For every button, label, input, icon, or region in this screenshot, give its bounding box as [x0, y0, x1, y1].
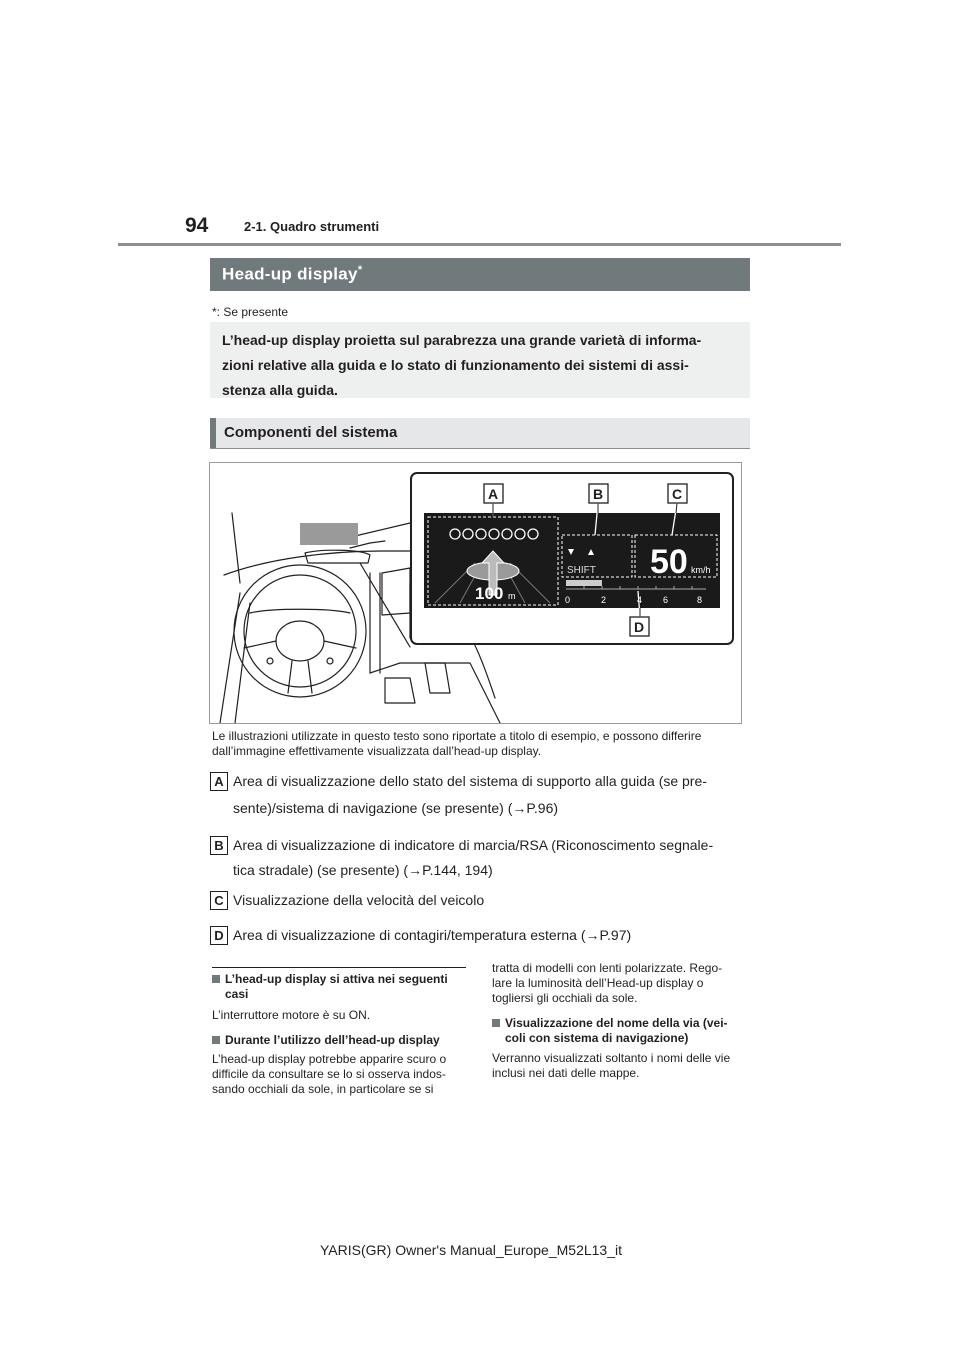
item-text: Area di visualizzazione di indicatore di marcia/RSA (Riconoscimento segnale-: [233, 836, 714, 853]
note-text: Verranno visualizzati soltanto i nomi delle vie inclusi nei dati delle mappe.: [492, 1051, 731, 1080]
tach-scale-label: 8: [697, 595, 703, 605]
tach-bar: [566, 580, 602, 586]
title-asterisk: *: [357, 264, 363, 276]
notes-rule: [212, 967, 466, 968]
hud-illustration: [209, 462, 742, 724]
projected-image: [300, 523, 358, 545]
component-item-d: [210, 917, 750, 953]
speed-value: 50: [650, 543, 688, 581]
component-item-b: [210, 827, 750, 863]
hud-illustration-svg: [210, 463, 741, 723]
label-a: A: [487, 486, 499, 502]
figure-caption: [212, 729, 752, 759]
section-title: 2-1. Quadro strumenti: [244, 219, 380, 234]
item-text: Area di visualizzazione dello stato del sistema di supporto alla guida (se pre-: [233, 772, 707, 789]
item-text-continued: tica stradale) (se presente) (→P.144, 194): [233, 862, 493, 878]
label-d: D: [633, 619, 645, 635]
nav-distance: 100: [475, 584, 504, 603]
nav-distance-unit: m: [508, 591, 516, 601]
note-text: L’interruttore motore è su ON.: [212, 1008, 371, 1022]
caption-line: dall’immagine effettivamente visualizzata dall’head-up display.: [212, 744, 542, 758]
intro-line: zioni relative alla guida e lo stato di funzionamento dei sistemi di assi-: [222, 357, 689, 373]
tach-scale-label: 4: [637, 595, 643, 605]
note-heading: Visualizzazione del nome della via (vei- coli con sistema di navigazione): [492, 1016, 752, 1046]
steering-wheel: [234, 565, 366, 697]
intro-text: [222, 328, 742, 403]
square-bullet-icon: [212, 1036, 220, 1044]
note-text-continued: tratta di modelli con lenti polarizzate. Rego- lare la luminosità dell’Head-up display o togliersi gli occhiali da sole.: [492, 961, 723, 1005]
hud-housing: [305, 550, 370, 563]
label-c: C: [671, 486, 683, 502]
shift-label: SHIFT: [567, 565, 596, 576]
footnote: *: Se presente: [212, 305, 289, 319]
tach-scale-label: 2: [601, 595, 607, 605]
item-badge: A: [210, 772, 228, 791]
label-b: B: [592, 486, 604, 502]
dashboard-line: [220, 593, 250, 723]
page-title: Head-up display*: [222, 264, 363, 284]
intro-line: stenza alla guida.: [222, 382, 338, 398]
intro-box: [210, 322, 750, 398]
heading-accent: [210, 418, 216, 448]
page-number: 94: [185, 214, 209, 237]
item-badge: D: [210, 926, 228, 945]
tach-scale-label: 6: [663, 595, 669, 605]
caption-line: Le illustrazioni utilizzate in questo testo sono riportate a titolo di esempio, e possono differire: [212, 729, 702, 743]
intro-line: L’head-up display proietta sul parabrezza una grande varietà di informa-: [222, 332, 702, 348]
title-bar: [210, 258, 750, 291]
square-bullet-icon: [492, 1019, 500, 1027]
item-text: Area di visualizzazione di contagiri/temperatura esterna (→P.97): [233, 926, 632, 943]
item-text-continued: sente)/sistema di navigazione (se presente) (→P.96): [233, 800, 559, 816]
tach-scale-label: 0: [565, 595, 571, 605]
square-bullet-icon: [212, 975, 220, 983]
component-item-a: [210, 763, 750, 799]
note-text: L’head-up display potrebbe apparire scuro o difficile da consultare se lo si osserva indos- sando occhiali da sole, in particolare se si: [212, 1052, 447, 1096]
header-rule: [118, 243, 841, 246]
components-heading: Componenti del sistema: [224, 424, 398, 441]
page-footer: YARIS(GR) Owner's Manual_Europe_M52L13_it: [320, 1242, 622, 1258]
item-badge: B: [210, 836, 228, 855]
item-text: Visualizzazione della velocità del veicolo: [233, 891, 485, 908]
item-badge: C: [210, 891, 228, 910]
components-heading-bar: [210, 418, 750, 449]
speed-unit: km/h: [691, 565, 711, 575]
note-heading: L’head-up display si attiva nei seguenti casi: [212, 972, 472, 1002]
center-console: [370, 568, 410, 673]
note-heading: Durante l’utilizzo dell’head-up display: [212, 1033, 472, 1048]
component-item-c: [210, 882, 750, 918]
